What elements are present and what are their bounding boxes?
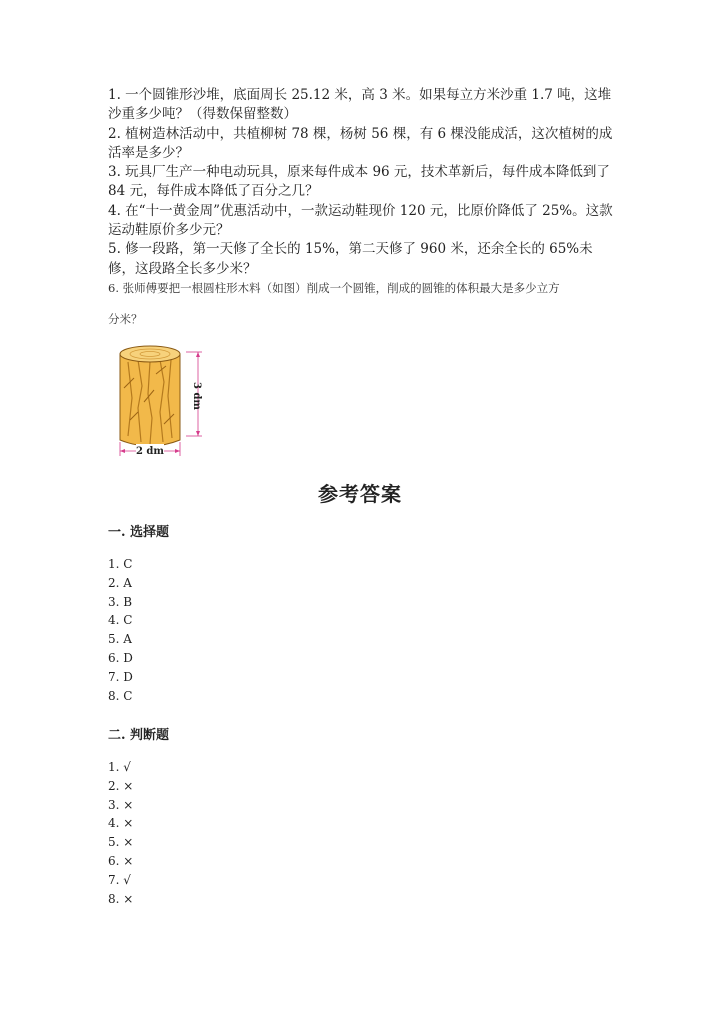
judgment-answer-list bbox=[108, 758, 133, 908]
list-item: 4. C bbox=[108, 613, 133, 628]
list-item: 1. √ bbox=[108, 760, 131, 774]
section-choice-title: 一. 选择题 bbox=[108, 525, 170, 540]
list-item: 3. × bbox=[108, 797, 134, 812]
height-label: 3 dm bbox=[191, 381, 202, 411]
list-item: 6. D bbox=[108, 650, 133, 665]
list-item: 8. × bbox=[108, 891, 134, 906]
problem-3: 3. 玩具厂生产一种电动玩具，原来每件成本 96 元，技术革新后，每件成本降低到了 84 元，每件成本降低了百分之几？ bbox=[108, 164, 615, 200]
list-item: 2. A bbox=[108, 575, 132, 590]
list-item: 4. × bbox=[108, 816, 134, 831]
list-item: 3. B bbox=[108, 594, 133, 609]
cylinder-log-figure bbox=[108, 338, 210, 460]
list-item: 2. × bbox=[108, 778, 134, 793]
list-item: 5. A bbox=[108, 632, 132, 647]
list-item: 7. √ bbox=[108, 872, 131, 887]
problem-5: 5. 修一段路，第一天修了全长的 15%，第二天修了 960 米，还余全长的 65%未修，这段路全长多少米？ bbox=[108, 241, 593, 277]
list-item: 7. D bbox=[108, 669, 133, 684]
problem-6: 6. 张师傅要把一根圆柱形木料（如图）削成一个圆锥，削成的圆锥的体积最大是多少立方 bbox=[108, 280, 560, 295]
diameter-label: 2 dm bbox=[135, 446, 165, 457]
problem-list bbox=[108, 86, 618, 297]
answers-title: 参考答案 bbox=[318, 482, 402, 506]
problem-1: 1. 一个圆锥形沙堆，底面周长 25.12 米，高 3 米。如果每立方米沙重 1.7 吨，这堆沙重多少吨？（得数保留整数） bbox=[108, 87, 612, 123]
list-item: 8. C bbox=[108, 688, 133, 703]
section-judgment-title: 二. 判断题 bbox=[108, 728, 170, 743]
list-item: 1. C bbox=[108, 557, 133, 571]
choice-answer-list bbox=[108, 555, 133, 705]
problem-2: 2. 植树造林活动中，共植柳树 78 棵，杨树 56 棵，有 6 棵没能成活，这次植树的成活率是多少？ bbox=[108, 125, 613, 161]
list-item: 6. × bbox=[108, 853, 134, 868]
problem-6-continued: 分米？ bbox=[108, 312, 143, 326]
problem-4: 4. 在“十一黄金周”优惠活动中，一款运动鞋现价 120 元，比原价降低了 25%。这款运动鞋原价多少元？ bbox=[108, 202, 613, 239]
list-item: 5. × bbox=[108, 835, 134, 850]
